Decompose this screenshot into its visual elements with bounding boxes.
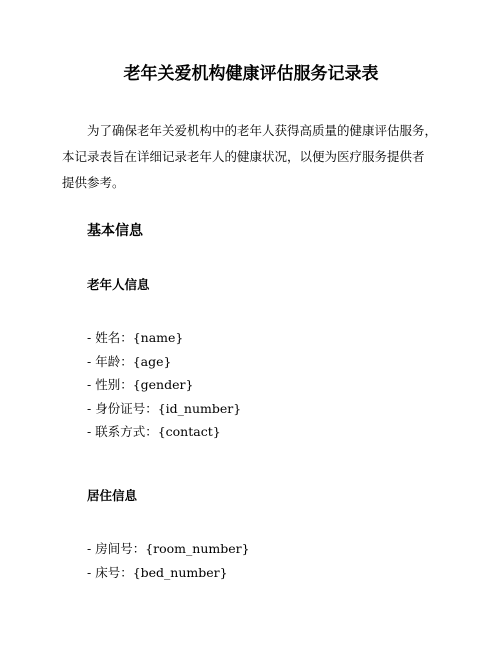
list-item: - 年龄：{age} — [87, 353, 172, 369]
intro-line: 为了确保老年关爱机构中的老年人获得高质量的健康评估服务， — [87, 123, 438, 138]
list-item: - 联系方式：{contact} — [87, 424, 221, 440]
list-item: - 身份证号：{id_number} — [87, 400, 242, 416]
subsection-heading-residence-info: 居住信息 — [87, 488, 138, 503]
intro-paragraph — [62, 118, 450, 196]
document-title: 老年关爱机构健康评估服务记录表 — [123, 64, 379, 84]
elder-info-list — [87, 326, 241, 444]
list-item: - 姓名：{name} — [87, 330, 184, 345]
subsection-heading-elder-info: 老年人信息 — [87, 277, 150, 292]
intro-line: 提供参考。 — [62, 175, 125, 190]
list-item: - 房间号：{room_number} — [87, 541, 250, 556]
list-item: - 性别：{gender} — [87, 377, 194, 393]
residence-info-list — [87, 537, 250, 584]
list-item: - 床号：{bed_number} — [87, 564, 228, 580]
intro-line: 本记录表旨在详细记录老年人的健康状况，以便为医疗服务提供者 — [62, 149, 425, 164]
section-heading-basic-info: 基本信息 — [87, 223, 143, 239]
